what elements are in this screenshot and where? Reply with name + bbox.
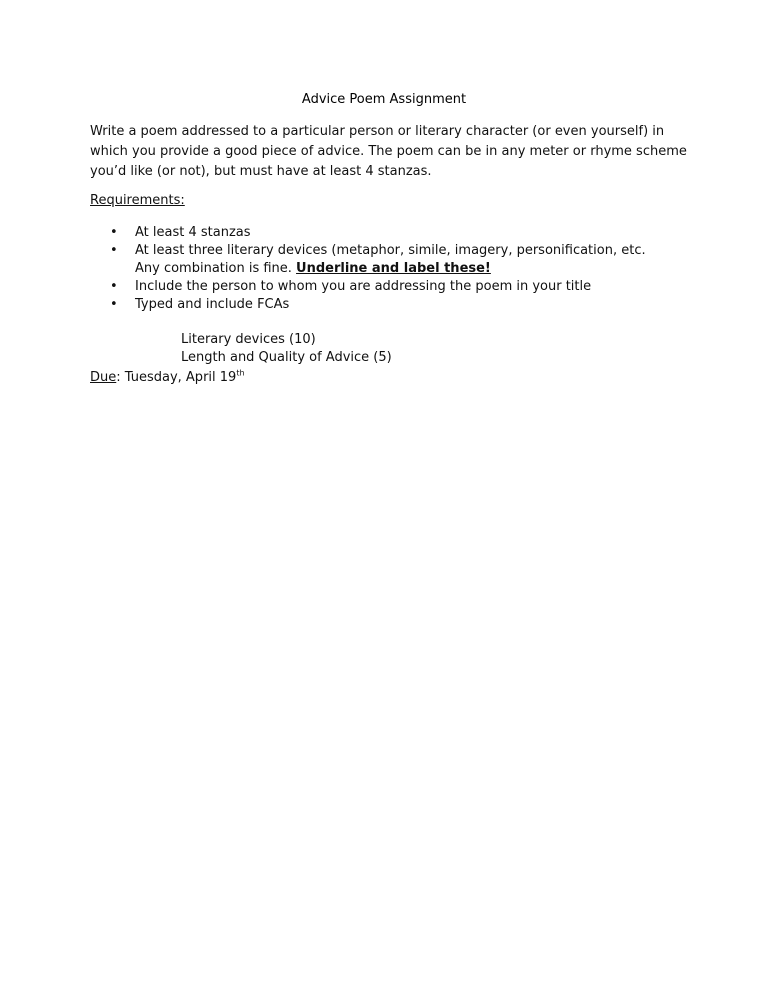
requirement-text: At least 4 stanzas <box>135 225 251 240</box>
requirement-emphasis: Underline and label these! <box>296 261 491 276</box>
due-separator: : <box>116 370 125 385</box>
rubric-item: Literary devices (10) <box>181 332 316 347</box>
due-date <box>90 369 245 387</box>
requirement-text: Include the person to whom you are addressing the poem in your title <box>135 279 592 294</box>
due-label: Due <box>90 370 117 385</box>
bullet-icon: • <box>110 243 118 258</box>
list-item <box>90 278 660 296</box>
page-title: Advice Poem Assignment <box>301 92 467 107</box>
bullet-icon: • <box>110 297 118 312</box>
requirement-text: Typed and include FCAs <box>135 297 290 312</box>
rubric-item: Length and Quality of Advice (5) <box>181 350 392 365</box>
list-item <box>90 242 660 278</box>
list-item <box>90 296 660 314</box>
due-text: Tuesday, April 19 <box>124 370 237 385</box>
requirement-text: At least three literary devices (metaphor, simile, imagery, personification, etc. Any combination is fine. <box>135 243 646 276</box>
bullet-icon: • <box>110 279 118 294</box>
list-item <box>90 224 660 242</box>
requirements-heading: Requirements: <box>90 193 185 208</box>
bullet-icon: • <box>110 225 118 240</box>
requirements-list <box>90 224 660 314</box>
grading-rubric <box>181 331 392 367</box>
intro-paragraph: Write a poem addressed to a particular person or literary character (or even yourself) in which you provide a good piece of advice. The poem can be in any meter or rhyme scheme you’d like (or not), but must have at least 4 stanzas. <box>90 124 687 179</box>
due-suffix: th <box>236 368 245 378</box>
